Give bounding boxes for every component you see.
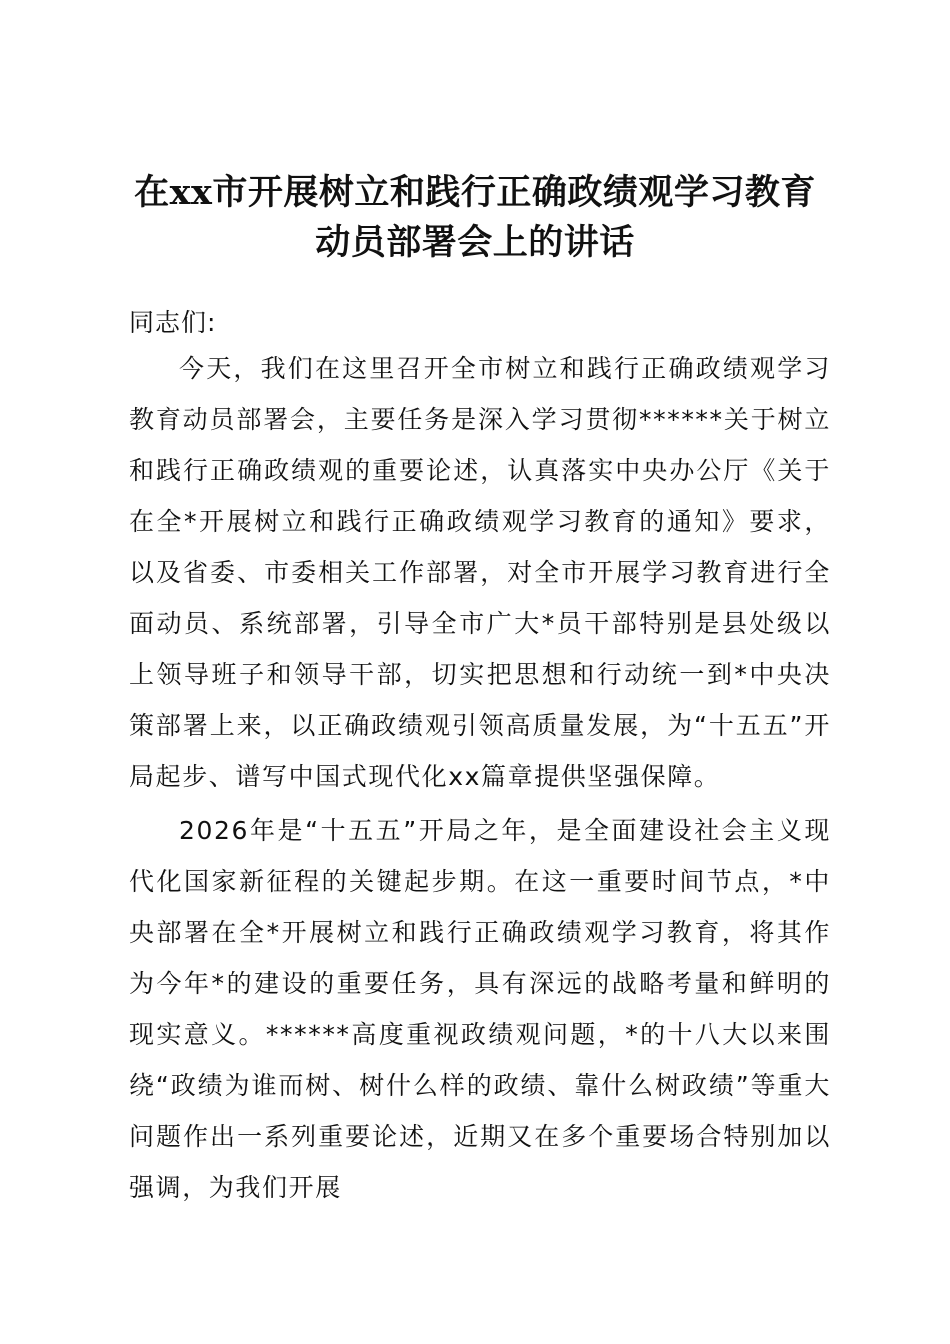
document-title-line-2: 动员部署会上的讲话: [315, 222, 635, 263]
paragraph-1: 今天，我们在这里召开全市树立和践行正确政绩观学习教育动员部署会，主要任务是深入学习贯彻******关于树立和践行正确政绩观的重要论述，认真落实中央办公厅《关于在全*开展树立和践行正确政绩观学习教育的通知》要求，以及省委、市委相关工作部署，对全市开展学习教育进行全面动员、系统部署，引导全市广大*员干部特别是县处级以上领导班子和领导干部，切实把思想和行动统一到*中央决策部署上来，以正确政绩观引领高质量发展，为“十五五”开局起步、谱写中国式现代化xx篇章提供坚强保障。: [129, 354, 831, 791]
document-title-line-1: 在xx市开展树立和践行正确政绩观学习教育: [134, 172, 816, 213]
paragraph-2: 2026年是“十五五”开局之年，是全面建设社会主义现代化国家新征程的关键起步期。在这一重要时间节点，*中央部署在全*开展树立和践行正确政绩观学习教育，将其作为今年*的建设的重要任务，具有深远的战略考量和鲜明的现实意义。******高度重视政绩观问题，*的十八大以来围绕“政绩为谁而树、树什么样的政绩、靠什么树政绩”等重大问题作出一系列重要论述，近期又在多个重要场合特别加以强调，为我们开展: [129, 816, 831, 1202]
salutation: 同志们:: [129, 308, 217, 337]
